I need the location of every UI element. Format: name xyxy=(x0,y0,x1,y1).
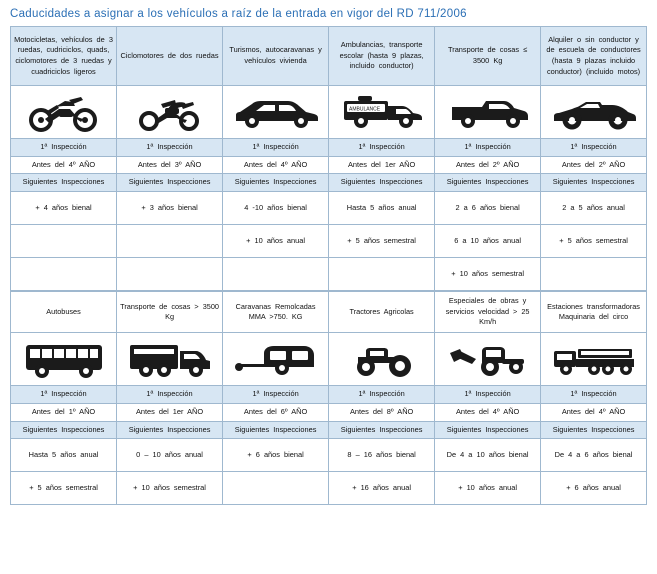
flatbed-truck-icon-cell xyxy=(541,333,647,386)
next-inspections-label: Siguientes Inspecciones xyxy=(541,421,647,439)
first-inspection-value: Antes del 2º AÑO xyxy=(435,156,541,174)
first-inspection-label: 1ª Inspección xyxy=(435,139,541,157)
column-header: Transporte de cosas ≤ 3500 Kg xyxy=(435,27,541,86)
convertible-icon xyxy=(548,91,640,133)
column-header: Tractores Agricolas xyxy=(329,292,435,333)
next-inspections-value: 2 a 5 años anual xyxy=(541,192,647,225)
excavator-icon xyxy=(442,337,534,381)
empty-cell xyxy=(117,258,223,291)
column-header: Alquiler o sin conductor y de escuela de conductores (hasta 9 plazas incluido conductor) (incluido motos) xyxy=(541,27,647,86)
first-inspection-value: Antes del 6º AÑO xyxy=(223,403,329,421)
table-row-next-label-2 xyxy=(11,421,647,439)
ambulance-icon-cell xyxy=(329,86,435,139)
empty-cell xyxy=(11,258,117,291)
first-inspection-value: Antes del 1er AÑO xyxy=(329,156,435,174)
column-header: Motocicletas, vehículos de 3 ruedas, cudriciclos, quads, ciclomotores de 3 ruedas y cuadriciclos ligeros xyxy=(11,27,117,86)
table-row-headers-1 xyxy=(11,27,647,86)
first-inspection-label: 1ª Inspección xyxy=(117,139,223,157)
first-inspection-value: Antes del 1er AÑO xyxy=(117,403,223,421)
next-inspections-label: Siguientes Inspecciones xyxy=(541,174,647,192)
first-inspection-value: Antes del 3º AÑO xyxy=(117,156,223,174)
next-inspections-value: 2 a 6 años bienal xyxy=(435,192,541,225)
next-inspections-label: Siguientes Inspecciones xyxy=(223,421,329,439)
first-inspection-label: 1ª Inspección xyxy=(11,139,117,157)
table-row-icons-2 xyxy=(11,333,647,386)
first-inspection-value: Antes del 4º AÑO xyxy=(223,156,329,174)
ambulance-icon xyxy=(336,91,428,133)
extra-value: + 6 años anual xyxy=(541,472,647,505)
first-inspection-value: Antes del 8º AÑO xyxy=(329,403,435,421)
first-inspection-label: 1ª Inspección xyxy=(541,139,647,157)
next-inspections-label: Siguientes Inspecciones xyxy=(435,421,541,439)
first-inspection-label: 1ª Inspección xyxy=(329,139,435,157)
page-title: Caducidades a asignar a los vehículos a raíz de la entrada en vigor del RD 711/2006 xyxy=(10,8,467,20)
flatbed-truck-icon xyxy=(548,337,640,381)
column-header: Autobuses xyxy=(11,292,117,333)
first-inspection-value: Antes del 4º AÑO xyxy=(435,403,541,421)
next-inspections-label: Siguientes Inspecciones xyxy=(11,174,117,192)
empty-cell xyxy=(541,258,647,291)
truck-icon xyxy=(124,337,216,381)
next-inspections-label: Siguientes Inspecciones xyxy=(11,421,117,439)
extra-value: 6 a 10 años anual xyxy=(435,225,541,258)
first-inspection-label: 1ª Inspección xyxy=(223,139,329,157)
caravan-icon-cell xyxy=(223,333,329,386)
next-inspections-label: Siguientes Inspecciones xyxy=(223,174,329,192)
moped-icon xyxy=(131,91,209,133)
next-inspections-value: 0 – 10 años anual xyxy=(117,439,223,472)
extra-value xyxy=(117,225,223,258)
extra-value: + 10 años semestral xyxy=(435,258,541,291)
first-inspection-value: Antes del 4º AÑO xyxy=(11,156,117,174)
next-inspections-value: Hasta 5 años anual xyxy=(11,439,117,472)
extra-value xyxy=(223,472,329,505)
table-row-headers-2 xyxy=(11,292,647,333)
tractor-icon-cell xyxy=(329,333,435,386)
car-icon xyxy=(230,91,322,133)
table-row-extra-1b xyxy=(11,258,647,291)
bus-icon-cell xyxy=(11,333,117,386)
extra-value: + 5 años semestral xyxy=(329,225,435,258)
next-inspections-value: + 4 años bienal xyxy=(11,192,117,225)
vehicle-table-block-1 xyxy=(10,26,647,291)
caravan-icon xyxy=(230,337,322,381)
extra-value: + 16 años anual xyxy=(329,472,435,505)
motorcycle-icon-cell xyxy=(11,86,117,139)
next-inspections-value: + 6 años bienal xyxy=(223,439,329,472)
next-inspections-value: 8 – 16 años bienal xyxy=(329,439,435,472)
first-inspection-value: Antes del 4º AÑO xyxy=(541,403,647,421)
table-row-icons-1 xyxy=(11,86,647,139)
first-inspection-value: Antes del 2º AÑO xyxy=(541,156,647,174)
table-row-first-inspection-value-2 xyxy=(11,403,647,421)
tractor-icon xyxy=(336,337,428,381)
moped-icon-cell xyxy=(117,86,223,139)
first-inspection-value: Antes del 1º AÑO xyxy=(11,403,117,421)
column-header: Turismos, autocaravanas y vehículos vivienda xyxy=(223,27,329,86)
next-inspections-label: Siguientes Inspecciones xyxy=(329,174,435,192)
vehicle-table-block-2 xyxy=(10,291,647,505)
next-inspections-value: Hasta 5 años anual xyxy=(329,192,435,225)
table-row-next-value-1 xyxy=(11,192,647,225)
truck-icon-cell xyxy=(117,333,223,386)
extra-value: + 5 años semestral xyxy=(541,225,647,258)
first-inspection-label: 1ª Inspección xyxy=(117,386,223,404)
pickup-icon-cell xyxy=(435,86,541,139)
table-row-extra-2a xyxy=(11,472,647,505)
first-inspection-label: 1ª Inspección xyxy=(223,386,329,404)
empty-cell xyxy=(329,258,435,291)
table-row-next-label-1 xyxy=(11,174,647,192)
motorcycle-icon xyxy=(25,91,103,133)
bus-icon xyxy=(18,337,110,381)
pickup-icon xyxy=(442,91,534,133)
first-inspection-label: 1ª Inspección xyxy=(11,386,117,404)
empty-cell xyxy=(223,258,329,291)
next-inspections-label: Siguientes Inspecciones xyxy=(117,421,223,439)
extra-value: + 10 años semestral xyxy=(117,472,223,505)
column-header: Caravanas Remolcadas MMA >750. KG xyxy=(223,292,329,333)
next-inspections-value: De 4 a 6 años bienal xyxy=(541,439,647,472)
first-inspection-label: 1ª Inspección xyxy=(541,386,647,404)
table-row-extra-1a xyxy=(11,225,647,258)
extra-value: + 5 años semestral xyxy=(11,472,117,505)
extra-value xyxy=(11,225,117,258)
next-inspections-value: De 4 a 10 años bienal xyxy=(435,439,541,472)
table-row-first-inspection-label-1 xyxy=(11,139,647,157)
convertible-icon-cell xyxy=(541,86,647,139)
column-header: Ciclomotores de dos ruedas xyxy=(117,27,223,86)
column-header: Transporte de cosas > 3500 Kg xyxy=(117,292,223,333)
svg-text:AMBULANCE: AMBULANCE xyxy=(348,106,380,113)
first-inspection-label: 1ª Inspección xyxy=(435,386,541,404)
extra-value: + 10 años anual xyxy=(223,225,329,258)
column-header: Especiales de obras y servicios velocidad > 25 Km/h xyxy=(435,292,541,333)
extra-value: + 10 años anual xyxy=(435,472,541,505)
next-inspections-value: + 3 años bienal xyxy=(117,192,223,225)
car-icon-cell xyxy=(223,86,329,139)
table-row-next-value-2 xyxy=(11,439,647,472)
first-inspection-label: 1ª Inspección xyxy=(329,386,435,404)
column-header: Estaciones transformadoras Maquinaria del circo xyxy=(541,292,647,333)
next-inspections-label: Siguientes Inspecciones xyxy=(117,174,223,192)
table-row-first-inspection-label-2 xyxy=(11,386,647,404)
column-header: Ambulancias, transporte escolar (hasta 9 plazas, incluido conductor) xyxy=(329,27,435,86)
excavator-icon-cell xyxy=(435,333,541,386)
table-row-first-inspection-value-1 xyxy=(11,156,647,174)
next-inspections-label: Siguientes Inspecciones xyxy=(329,421,435,439)
next-inspections-label: Siguientes Inspecciones xyxy=(435,174,541,192)
next-inspections-value: 4 -10 años bienal xyxy=(223,192,329,225)
